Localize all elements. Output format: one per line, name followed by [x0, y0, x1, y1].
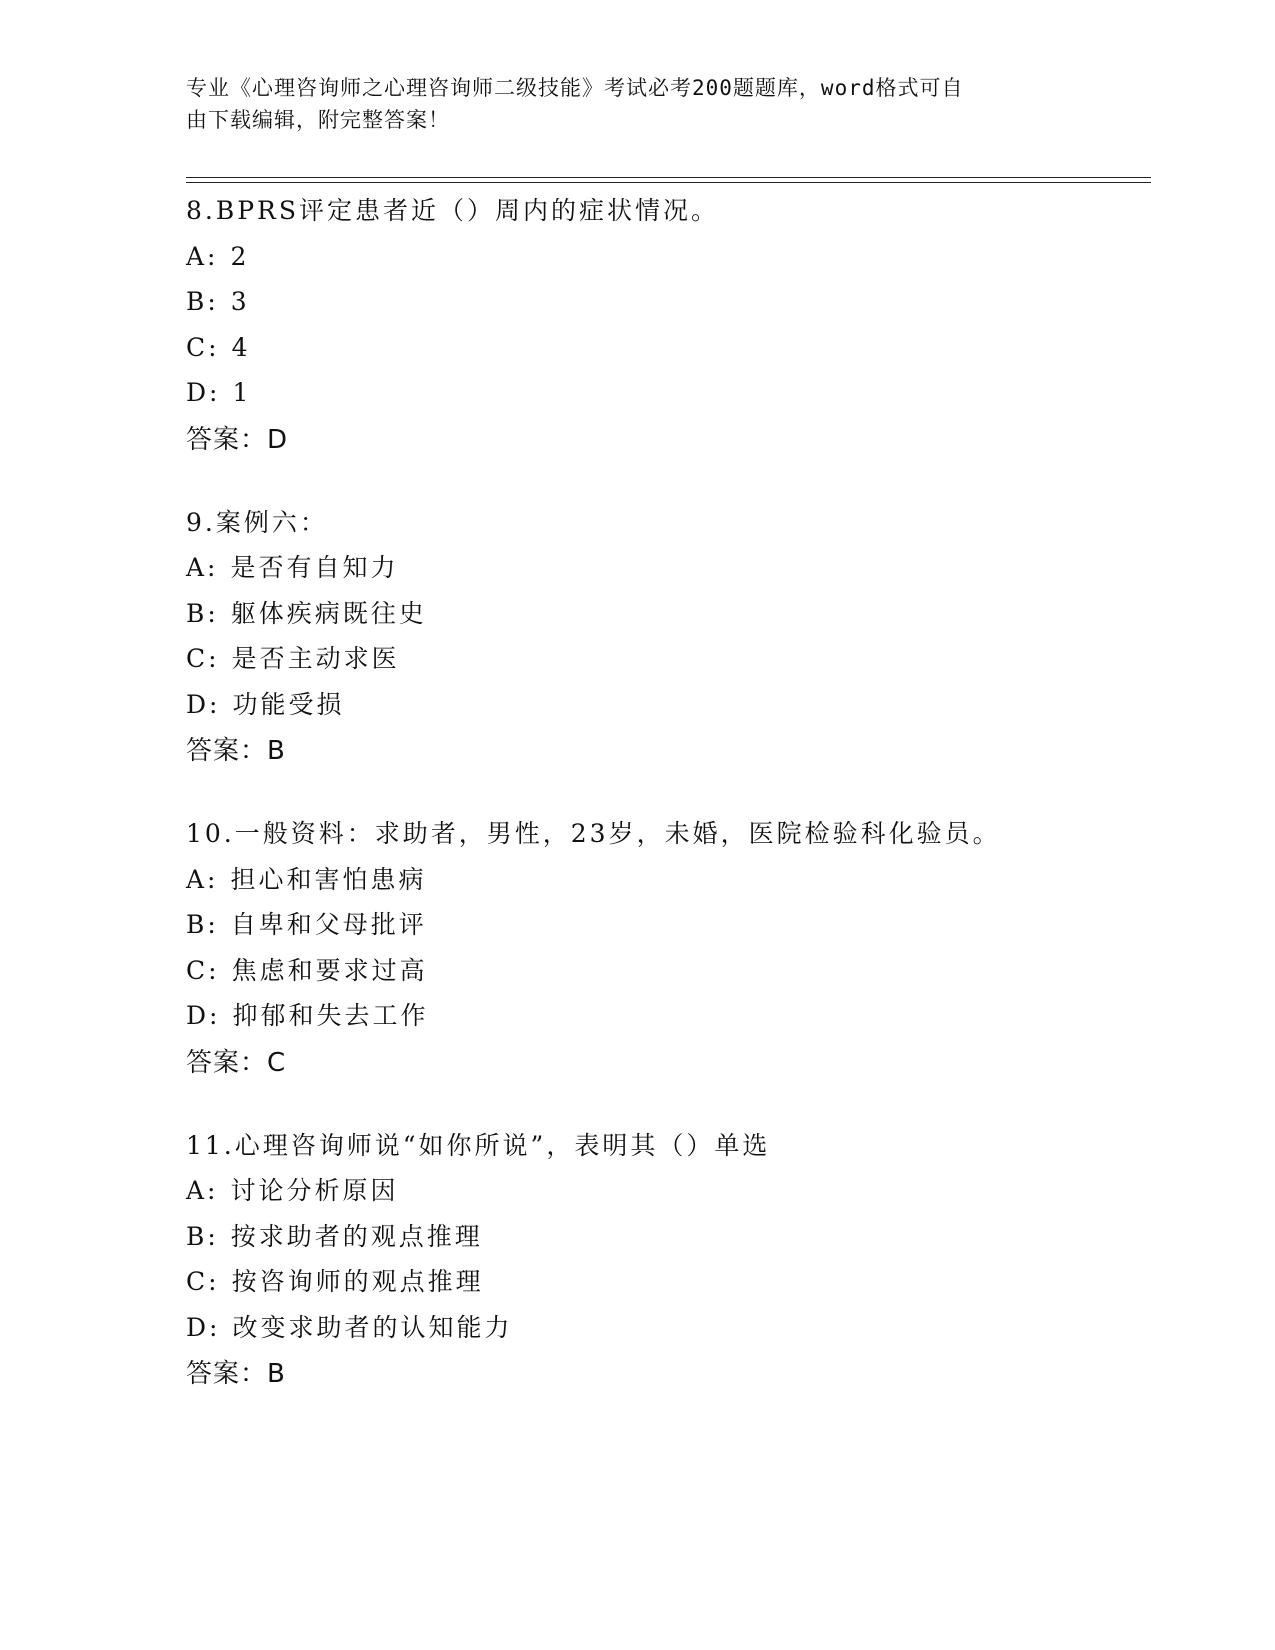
- option-a: [186, 234, 1151, 280]
- option-letter: B:: [186, 287, 219, 316]
- document-header: [186, 72, 1086, 136]
- option-text: 改变求助者的认知能力: [232, 1312, 513, 1342]
- question-stem: 10.一般资料：求助者，男性，23岁，未婚，医院检验科化验员。: [186, 819, 1001, 848]
- option-d: [186, 993, 1151, 1039]
- option-d: [186, 682, 1151, 728]
- option-letter: C:: [186, 955, 220, 985]
- option-c: [186, 325, 1151, 371]
- header-divider-bottom: [186, 182, 1151, 183]
- question-list: [186, 188, 1151, 1434]
- option-text: 抑郁和失去工作: [232, 1001, 429, 1030]
- option-text: 3: [230, 287, 250, 316]
- option-text: 担心和害怕患病: [230, 864, 427, 894]
- question-stem: 9.案例六：: [186, 507, 328, 537]
- option-letter: D:: [186, 378, 221, 407]
- question-stem: 8.BPRS评定患者近（）周内的症状情况。: [186, 196, 719, 225]
- option-text: 功能受损: [232, 689, 345, 719]
- option-a: [186, 857, 1151, 903]
- option-letter: A:: [186, 1176, 219, 1205]
- question-11: [186, 1123, 1151, 1399]
- question-10: [186, 811, 1151, 1087]
- option-b: [186, 279, 1151, 325]
- option-c: [186, 948, 1151, 994]
- option-b: [186, 902, 1151, 948]
- option-text: 焦虑和要求过高: [231, 955, 428, 985]
- option-text: 自卑和父母批评: [230, 910, 427, 939]
- option-c: [186, 1259, 1151, 1305]
- option-text: 按咨询师的观点推理: [231, 1267, 484, 1296]
- option-text: 讨论分析原因: [230, 1176, 399, 1205]
- option-letter: B:: [186, 598, 219, 628]
- option-letter: C:: [186, 644, 220, 673]
- answer-line: 答案：B: [186, 1359, 286, 1389]
- option-d: [186, 1305, 1151, 1351]
- option-letter: A:: [186, 864, 219, 894]
- option-b: [186, 591, 1151, 637]
- option-text: 躯体疾病既往史: [230, 598, 427, 628]
- question-9: [186, 500, 1151, 776]
- option-letter: D:: [186, 1001, 221, 1030]
- option-c: [186, 636, 1151, 682]
- option-letter: A:: [186, 241, 219, 271]
- question-stem: 11.心理咨询师说“如你所说”，表明其（）单选: [186, 1130, 771, 1160]
- option-text: 2: [230, 241, 250, 271]
- option-letter: C:: [186, 1267, 220, 1296]
- option-letter: A:: [186, 553, 219, 582]
- option-d: [186, 370, 1151, 416]
- answer-line: 答案：B: [186, 736, 286, 766]
- header-line-2: 由下载编辑，附完整答案！: [186, 108, 450, 132]
- option-b: [186, 1214, 1151, 1260]
- option-a: [186, 1168, 1151, 1214]
- option-text: 是否主动求医: [231, 644, 400, 673]
- option-text: 1: [232, 378, 252, 407]
- option-letter: D:: [186, 1312, 221, 1342]
- header-divider-top: [186, 177, 1151, 178]
- option-a: [186, 545, 1151, 591]
- option-letter: C:: [186, 332, 220, 362]
- answer-line: 答案：C: [186, 1047, 287, 1078]
- option-text: 是否有自知力: [230, 553, 399, 582]
- answer-line: 答案：D: [186, 424, 289, 455]
- option-letter: B:: [186, 910, 219, 939]
- option-text: 4: [231, 332, 251, 362]
- option-text: 按求助者的观点推理: [230, 1221, 483, 1251]
- option-letter: D:: [186, 689, 221, 719]
- option-letter: B:: [186, 1221, 219, 1251]
- question-8: [186, 188, 1151, 464]
- header-line-1: 专业《心理咨询师之心理咨询师二级技能》考试必考200题题库，word格式可自: [186, 76, 964, 100]
